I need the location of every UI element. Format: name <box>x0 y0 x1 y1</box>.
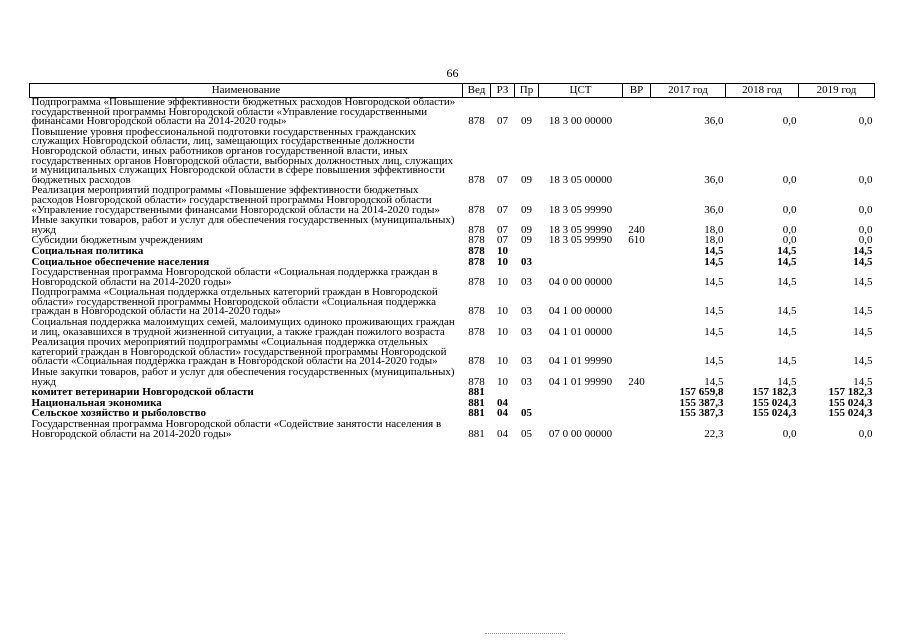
cell-name: комитет ветеринарии Новгородской области <box>31 386 254 399</box>
cell-name: Социальное обеспечение населения <box>31 255 210 268</box>
scan-mark <box>485 631 565 634</box>
cell-name: Иные закупки товаров, работ и услуг для обеспечения государственных (муниципальных) нужд <box>31 214 455 236</box>
cell-y2019: 0,0 <box>858 115 873 128</box>
cell-name: Подпрограмма «Повышение эффективности бюджетных расходов Новгородской области» государственной программы Новгородской области «Управление государственными финансами Новгородской области на 2014-2020 годы» <box>31 96 456 128</box>
table-row <box>30 98 875 128</box>
cell-y2017: 18,0 <box>704 234 724 247</box>
cell-vr <box>623 186 651 216</box>
cell-rz: 07 <box>497 223 508 236</box>
cell-name: Государственная программа Новгородской области «Содействие занятости населения в Новгородской области на 2014-2020 годы» <box>31 418 442 440</box>
cell-cst: 04 1 00 00000 <box>548 305 613 318</box>
cell-y2018: 0,0 <box>782 203 797 216</box>
cell-vr <box>623 268 651 288</box>
cell-ved: 878 <box>468 255 485 268</box>
cell-y2019: 0,0 <box>858 234 873 247</box>
cell-ved: 878 <box>468 375 485 388</box>
cell-y2018: 14,5 <box>777 255 797 268</box>
cell-vr <box>623 318 651 338</box>
cell-y2019: 14,5 <box>853 355 873 368</box>
cell-name: Сельское хозяйство и рыболовство <box>31 407 206 420</box>
table-row <box>30 268 875 288</box>
cell-cst: 04 1 01 99990 <box>548 375 613 388</box>
cell-y2018: 0,0 <box>782 234 797 247</box>
cell-ved: 878 <box>468 203 485 216</box>
cell-y2019: 14,5 <box>853 255 873 268</box>
cell-vr <box>623 409 651 420</box>
cell-pr: 03 <box>521 355 532 368</box>
cell-name: Социальная поддержка малоимущих семей, малоимущих одиноко проживающих граждан и лиц, оказавшихся в трудной жизненной ситуации, а также граждан пожилого возраста <box>31 316 455 338</box>
cell-rz: 07 <box>497 115 508 128</box>
cell-y2017: 36,0 <box>704 115 724 128</box>
cell-vr <box>623 128 651 187</box>
cell-rz: 10 <box>497 325 508 338</box>
cell-vr <box>623 98 651 128</box>
cell-pr: 03 <box>521 375 532 388</box>
cell-cst: 18 3 05 99990 <box>548 234 613 247</box>
cell-rz: 10 <box>497 355 508 368</box>
budget-table <box>29 83 875 440</box>
cell-name: Социальная политика <box>31 244 144 257</box>
cell-vr: 240 <box>628 375 645 388</box>
cell-cst: 18 3 00 00000 <box>548 115 613 128</box>
table-row <box>30 216 875 236</box>
cell-cst <box>539 258 623 269</box>
cell-rz: 10 <box>497 255 508 268</box>
table-row <box>30 236 875 247</box>
cell-name: Реализация прочих мероприятий подпрограммы «Социальная поддержка отдельных категорий граждан в Новгородской области» государственной программы Новгородской области «Социальная поддержка граждан в Новгородской области на 2014-2020 годы» <box>31 336 447 368</box>
cell-cst <box>539 409 623 420</box>
cell-rz: 07 <box>497 203 508 216</box>
cell-ved: 881 <box>468 396 485 409</box>
cell-y2017: 155 387,3 <box>679 396 724 409</box>
col-header-pr: Пр <box>515 84 539 98</box>
cell-y2018: 14,5 <box>777 305 797 318</box>
cell-ved: 881 <box>468 386 485 399</box>
cell-vr: 610 <box>628 234 645 247</box>
cell-pr <box>515 388 539 399</box>
cell-y2018: 14,5 <box>777 355 797 368</box>
cell-ved: 878 <box>468 355 485 368</box>
table-row <box>30 318 875 338</box>
cell-y2018: 14,5 <box>777 275 797 288</box>
table-row <box>30 338 875 368</box>
cell-cst <box>539 247 623 258</box>
cell-cst: 18 3 05 00000 <box>548 173 613 186</box>
cell-ved: 878 <box>468 244 485 257</box>
cell-y2017: 14,5 <box>704 355 724 368</box>
cell-cst: 04 1 01 99990 <box>548 355 613 368</box>
cell-pr: 09 <box>521 223 532 236</box>
cell-name: Подпрограмма «Социальная поддержка отдельных категорий граждан в Новгородской области» государственной программы Новгородской области «Социальная поддержка граждан в Новгородской области на 2014-2020 годы» <box>31 286 438 318</box>
cell-name: Субсидии бюджетным учреждениям <box>31 234 203 247</box>
cell-y2018: 155 024,3 <box>752 407 797 420</box>
cell-ved: 878 <box>468 115 485 128</box>
cell-vr <box>623 420 651 440</box>
cell-rz: 10 <box>497 244 508 257</box>
table-body <box>30 98 875 441</box>
cell-rz: 04 <box>497 407 508 420</box>
cell-y2018: 0,0 <box>782 173 797 186</box>
cell-ved: 878 <box>468 223 485 236</box>
col-header-2019: 2019 год <box>799 84 875 98</box>
col-header-vr: ВР <box>623 84 651 98</box>
table-row <box>30 368 875 388</box>
cell-vr <box>623 258 651 269</box>
cell-name: Повышение уровня профессиональной подготовки государственных гражданских служащих Новгородской области, лиц, замещающих государственные должности Новгородской области, иных работников органов государственной власти, иных государственных органов Новгородской области, выборных должностных лиц, служащих и муниципальных служащих Новгородской области в сфере повышения эффективности бюджетных расходов <box>31 125 454 186</box>
table-row <box>30 420 875 440</box>
cell-pr: 09 <box>521 203 532 216</box>
cell-y2019: 0,0 <box>858 427 873 440</box>
cell-y2018: 14,5 <box>777 375 797 388</box>
cell-y2019: 14,5 <box>853 375 873 388</box>
cell-vr <box>623 399 651 410</box>
cell-vr: 240 <box>628 223 645 236</box>
cell-ved: 878 <box>468 173 485 186</box>
cell-cst: 07 0 00 00000 <box>548 427 613 440</box>
cell-y2019: 14,5 <box>853 244 873 257</box>
table-row <box>30 128 875 187</box>
cell-pr: 03 <box>521 275 532 288</box>
cell-ved: 878 <box>468 305 485 318</box>
cell-pr: 05 <box>521 407 532 420</box>
cell-y2017: 14,5 <box>704 244 724 257</box>
cell-y2019: 155 024,3 <box>828 407 873 420</box>
table-row <box>30 186 875 216</box>
cell-name: Государственная программа Новгородской области «Социальная поддержка граждан в Новгородской области на 2014-2020 годы» <box>31 266 438 288</box>
cell-pr: 03 <box>521 255 532 268</box>
cell-y2019: 157 182,3 <box>828 386 873 399</box>
col-header-name: Наименование <box>30 84 463 98</box>
cell-y2019: 14,5 <box>853 325 873 338</box>
cell-y2018: 157 182,3 <box>752 386 797 399</box>
cell-rz: 07 <box>497 173 508 186</box>
cell-ved: 878 <box>468 325 485 338</box>
cell-pr: 09 <box>521 234 532 247</box>
cell-y2018: 14,5 <box>777 325 797 338</box>
cell-rz: 07 <box>497 234 508 247</box>
cell-y2017: 155 387,3 <box>679 407 724 420</box>
cell-pr: 05 <box>521 427 532 440</box>
cell-cst <box>539 388 623 399</box>
cell-y2017: 22,3 <box>704 427 724 440</box>
cell-y2017: 14,5 <box>704 305 724 318</box>
cell-pr: 03 <box>521 305 532 318</box>
cell-y2017: 36,0 <box>704 173 724 186</box>
col-header-cst: ЦСТ <box>539 84 623 98</box>
col-header-ved: Вед <box>463 84 491 98</box>
table-row <box>30 288 875 318</box>
cell-cst: 04 1 01 00000 <box>548 325 613 338</box>
cell-cst <box>539 399 623 410</box>
col-header-2017: 2017 год <box>651 84 726 98</box>
col-header-2018: 2018 год <box>726 84 799 98</box>
cell-vr <box>623 388 651 399</box>
col-header-rz: РЗ <box>491 84 515 98</box>
cell-y2017: 14,5 <box>704 375 724 388</box>
cell-pr: 09 <box>521 173 532 186</box>
cell-vr <box>623 338 651 368</box>
cell-rz: 10 <box>497 305 508 318</box>
cell-y2018: 0,0 <box>782 115 797 128</box>
cell-y2019: 14,5 <box>853 305 873 318</box>
cell-y2018: 155 024,3 <box>752 396 797 409</box>
cell-y2017: 36,0 <box>704 203 724 216</box>
cell-y2017: 14,5 <box>704 275 724 288</box>
cell-y2017: 14,5 <box>704 255 724 268</box>
cell-ved: 878 <box>468 234 485 247</box>
cell-y2019: 155 024,3 <box>828 396 873 409</box>
cell-rz: 04 <box>497 427 508 440</box>
cell-name: Национальная экономика <box>31 396 162 409</box>
cell-ved: 881 <box>468 427 485 440</box>
cell-y2019: 14,5 <box>853 275 873 288</box>
cell-ved: 881 <box>468 407 485 420</box>
cell-rz: 04 <box>497 396 508 409</box>
cell-ved: 878 <box>468 275 485 288</box>
page-number: 66 <box>446 66 459 80</box>
cell-vr <box>623 247 651 258</box>
cell-y2019: 0,0 <box>858 173 873 186</box>
cell-pr: 03 <box>521 325 532 338</box>
cell-y2018: 0,0 <box>782 427 797 440</box>
cell-y2017: 14,5 <box>704 325 724 338</box>
cell-pr: 09 <box>521 115 532 128</box>
cell-y2017: 18,0 <box>704 223 724 236</box>
cell-cst: 18 3 05 99990 <box>548 223 613 236</box>
cell-y2018: 0,0 <box>782 223 797 236</box>
cell-cst: 18 3 05 99990 <box>548 203 613 216</box>
cell-vr <box>623 288 651 318</box>
cell-y2017: 157 659,8 <box>679 386 724 399</box>
cell-name: Иные закупки товаров, работ и услуг для обеспечения государственных (муниципальных) нужд <box>31 366 455 388</box>
cell-y2018: 14,5 <box>777 244 797 257</box>
cell-rz: 10 <box>497 275 508 288</box>
cell-y2019: 0,0 <box>858 223 873 236</box>
cell-rz: 10 <box>497 375 508 388</box>
cell-name: Реализация мероприятий подпрограммы «Повышение эффективности бюджетных расходов Новгородской области» государственной программы Новгородской области «Управление государственными финансами Новгородской области на 2014-2020 годы» <box>31 184 440 216</box>
cell-cst: 04 0 00 00000 <box>548 275 613 288</box>
cell-y2019: 0,0 <box>858 203 873 216</box>
